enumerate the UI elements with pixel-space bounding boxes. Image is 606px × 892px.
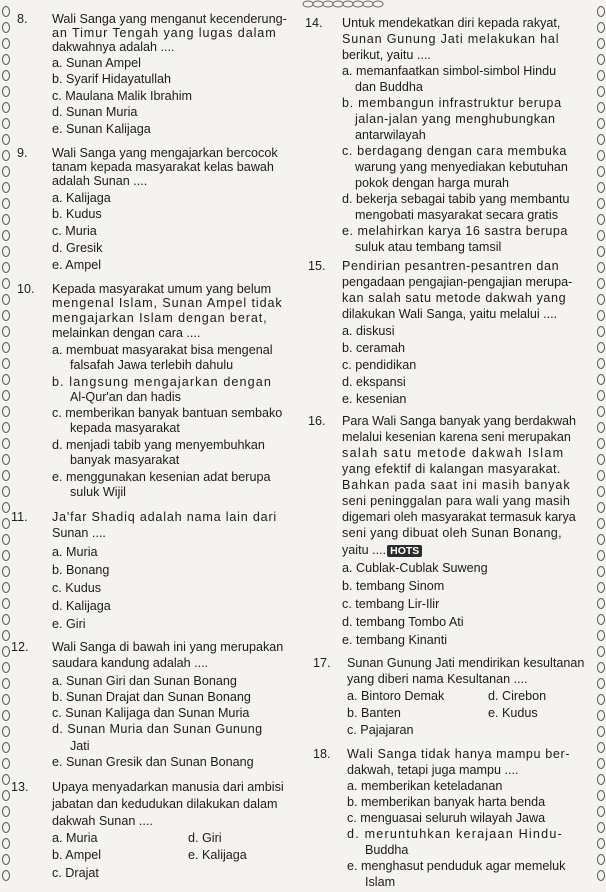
question-stem: dakwah, tetapi juga mampu ....	[347, 763, 519, 777]
binding-ring	[2, 518, 10, 529]
question-stem: jabatan dan kedudukan dilakukan dalam	[52, 797, 278, 811]
answer-option[interactable]: e. Ampel	[52, 258, 102, 272]
answer-option[interactable]: b. memberikan banyak harta benda	[347, 795, 546, 809]
question-stem: pengadaan pengajian-pengajian merupa-	[342, 275, 573, 289]
binding-ring	[597, 134, 605, 145]
question-stem: mengajarkan Islam dengan berat,	[52, 311, 268, 325]
answer-option-continuation: falsafah Jawa terlebih dahulu	[70, 358, 234, 372]
answer-option[interactable]: c. Kudus	[52, 581, 102, 595]
answer-option[interactable]: e. Giri	[52, 617, 86, 631]
binding-ring	[2, 86, 10, 97]
binding-ring	[2, 134, 10, 145]
question-stem: saudara kandung adalah ....	[52, 656, 209, 670]
answer-option[interactable]: d. Gresik	[52, 241, 103, 255]
binding-ring	[597, 70, 605, 81]
answer-option[interactable]: d. Sunan Muria dan Sunan Gunung	[52, 722, 263, 736]
binding-ring	[2, 406, 10, 417]
answer-option[interactable]: d. menjadi tabib yang menyembuhkan	[52, 438, 265, 452]
binding-ring	[2, 710, 10, 721]
binding-ring	[2, 326, 10, 337]
answer-option[interactable]: d. bekerja sebagai tabib yang membantu	[342, 192, 570, 206]
binding-ring	[2, 22, 10, 33]
binding-ring	[597, 502, 605, 513]
binding-ring	[597, 22, 605, 33]
binding-ring	[597, 118, 605, 129]
answer-option[interactable]: e. Sunan Gresik dan Sunan Bonang	[52, 755, 254, 769]
binding-ring	[597, 518, 605, 529]
question-stem: Wali Sanga di bawah ini yang merupakan	[52, 640, 284, 654]
top-chain-decoration	[300, 0, 420, 8]
binding-ring	[597, 758, 605, 769]
answer-option[interactable]: e. Kalijaga	[188, 848, 247, 862]
binding-ring	[2, 630, 10, 641]
binding-ring	[597, 774, 605, 785]
question-stem: melainkan dengan cara ....	[52, 326, 201, 340]
question-stem: Sunan ....	[52, 526, 106, 540]
question-number: 18.	[313, 747, 331, 761]
binding-ring	[2, 854, 10, 865]
binding-ring	[2, 454, 10, 465]
question-stem: seni yang dibuat oleh Sunan Bonang,	[342, 526, 562, 540]
binding-ring	[597, 854, 605, 865]
binding-ring	[597, 262, 605, 273]
question-number: 15.	[308, 259, 326, 273]
binding-ring	[597, 550, 605, 561]
answer-option[interactable]: e. menggunakan kesenian adat berupa	[52, 470, 271, 484]
answer-option[interactable]: a. Sunan Giri dan Sunan Bonang	[52, 674, 237, 688]
question-number: 12.	[11, 640, 29, 654]
binding-ring	[2, 550, 10, 561]
binding-ring	[597, 214, 605, 225]
binding-ring	[597, 342, 605, 353]
answer-option[interactable]: e. menghasut penduduk agar memeluk	[347, 859, 566, 873]
question-number: 13.	[11, 780, 29, 794]
answer-option-continuation: jalan-jalan yang menghubungkan	[355, 112, 556, 126]
binding-ring	[597, 534, 605, 545]
binding-ring	[597, 694, 605, 705]
binding-ring	[2, 230, 10, 241]
hots-badge: HOTS	[387, 545, 422, 557]
binding-ring	[597, 646, 605, 657]
binding-ring	[2, 262, 10, 273]
binding-ring	[2, 774, 10, 785]
answer-option[interactable]: a. Bintoro Demak	[347, 689, 445, 703]
binding-ring	[2, 278, 10, 289]
answer-option[interactable]: d. Sunan Muria	[52, 105, 138, 119]
binding-ring	[2, 566, 10, 577]
binding-ring	[2, 342, 10, 353]
answer-option[interactable]: d. meruntuhkan kerajaan Hindu-	[347, 827, 563, 841]
binding-ring	[2, 150, 10, 161]
answer-option[interactable]: d. Cirebon	[488, 689, 547, 703]
answer-option[interactable]: b. Syarif Hidayatullah	[52, 72, 172, 86]
question-stem: yaitu ....	[342, 543, 387, 557]
answer-option[interactable]: a. Kalijaga	[52, 191, 111, 205]
binding-ring	[2, 358, 10, 369]
answer-option-continuation: banyak masyarakat	[70, 453, 180, 467]
binding-ring	[2, 422, 10, 433]
binding-ring	[597, 806, 605, 817]
binding-ring	[2, 614, 10, 625]
binding-ring	[2, 598, 10, 609]
answer-option[interactable]: d. tembang Tombo Ati	[342, 615, 464, 629]
binding-ring	[2, 870, 10, 881]
question-stem: digemari oleh masyarakat termasuk karya	[342, 510, 576, 524]
binding-ring	[597, 742, 605, 753]
question-stem: berikut, yaitu ....	[342, 48, 431, 62]
binding-ring	[2, 246, 10, 257]
question-number: 11.	[11, 510, 28, 524]
binding-ring	[2, 438, 10, 449]
binding-ring	[597, 630, 605, 641]
question-stem: Pendirian pesantren-pesantren dan	[342, 259, 560, 273]
binding-ring	[2, 822, 10, 833]
question-stem: melalui kesenian karena seni merupakan	[342, 430, 571, 444]
question-stem: an Timur Tengah yang lugas dalam	[52, 26, 277, 40]
question-stem: seni peninggalan para wali yang masih	[342, 494, 571, 508]
binding-ring	[2, 742, 10, 753]
left-binding-rings	[0, 0, 12, 892]
binding-ring	[2, 838, 10, 849]
question-stem: Ja'far Shadiq adalah nama lain dari	[52, 510, 278, 524]
binding-ring	[597, 406, 605, 417]
answer-option[interactable]: b. Bonang	[52, 563, 110, 577]
binding-ring	[597, 246, 605, 257]
binding-ring	[597, 358, 605, 369]
question-stem: yang efektif di kalangan masyarakat.	[342, 462, 561, 476]
binding-ring	[597, 438, 605, 449]
answer-option[interactable]: c. Maulana Malik Ibrahim	[52, 89, 192, 103]
binding-ring	[2, 102, 10, 113]
answer-option[interactable]: c. berdagang dengan cara membuka	[342, 144, 568, 158]
answer-option[interactable]: a. memberikan keteladanan	[347, 779, 503, 793]
binding-ring	[597, 822, 605, 833]
binding-ring	[2, 694, 10, 705]
answer-option[interactable]: c. memberikan banyak bantuan sembako	[52, 406, 283, 420]
binding-ring	[2, 6, 10, 17]
question-stem: Upaya menyadarkan manusia dari ambisi	[52, 780, 284, 794]
binding-ring	[2, 726, 10, 737]
question-stem: salah satu metode dakwah Islam	[342, 446, 565, 460]
answer-option[interactable]: c. tembang Lir-Ilir	[342, 597, 440, 611]
binding-ring	[597, 198, 605, 209]
answer-option-continuation: Islam	[365, 875, 396, 889]
question-stem: yang diberi nama Kesultanan ....	[347, 672, 528, 686]
binding-ring	[597, 150, 605, 161]
question-number: 9.	[17, 146, 28, 160]
question-stem: adalah Sunan ....	[52, 174, 148, 188]
answer-option-continuation: pokok dengan harga murah	[355, 176, 510, 190]
question-stem: Wali Sanga tidak hanya mampu ber-	[347, 747, 571, 761]
binding-ring	[2, 390, 10, 401]
question-number: 8.	[17, 12, 28, 26]
binding-ring	[597, 310, 605, 321]
binding-ring	[597, 326, 605, 337]
binding-ring	[2, 54, 10, 65]
binding-ring	[597, 486, 605, 497]
binding-ring	[597, 838, 605, 849]
question-stem: kan salah satu metode dakwah yang	[342, 291, 567, 305]
answer-option[interactable]: b. tembang Sinom	[342, 579, 445, 593]
binding-ring	[597, 598, 605, 609]
answer-option[interactable]: a. membuat masyarakat bisa mengenal	[52, 343, 273, 357]
binding-ring	[597, 454, 605, 465]
answer-option-continuation: mengobati masyarakat secara gratis	[355, 208, 558, 222]
answer-option-continuation: Buddha	[365, 843, 409, 857]
answer-option-continuation: antarwilayah	[355, 128, 426, 142]
answer-option-continuation: dan Buddha	[355, 80, 423, 94]
binding-ring	[597, 102, 605, 113]
binding-ring	[2, 486, 10, 497]
binding-ring	[2, 198, 10, 209]
question-number: 10.	[17, 282, 35, 296]
binding-ring	[597, 662, 605, 673]
question-stem: dilakukan Wali Sanga, yaitu melalui ....	[342, 307, 558, 321]
binding-ring	[2, 790, 10, 801]
question-stem: mengenal Islam, Sunan Ampel tidak	[52, 296, 283, 310]
question-stem: tanam kepada masyarakat kelas bawah	[52, 160, 274, 174]
question-stem-with-badge	[342, 543, 422, 557]
binding-ring	[2, 470, 10, 481]
question-stem: Untuk mendekatkan diri kepada rakyat,	[342, 16, 561, 30]
answer-option[interactable]: c. menguasai seluruh wilayah Jawa	[347, 811, 546, 825]
answer-option[interactable]: e. Kudus	[488, 706, 538, 720]
answer-option[interactable]: a. Muria	[52, 545, 98, 559]
binding-ring	[597, 582, 605, 593]
question-stem: Wali Sanga yang mengajarkan bercocok	[52, 146, 278, 160]
answer-option-continuation: suluk Wijil	[70, 485, 126, 499]
binding-ring	[2, 678, 10, 689]
answer-option-continuation: Jati	[70, 739, 90, 753]
binding-ring	[597, 710, 605, 721]
binding-ring	[597, 166, 605, 177]
answer-option-continuation: suluk atau tembang tamsil	[355, 240, 502, 254]
binding-ring	[597, 566, 605, 577]
answer-option[interactable]: b. Kudus	[52, 207, 102, 221]
question-stem: dakwahnya adalah ....	[52, 40, 175, 54]
binding-ring	[2, 118, 10, 129]
binding-ring	[597, 182, 605, 193]
answer-option[interactable]: e. tembang Kinanti	[342, 633, 448, 647]
binding-ring	[597, 374, 605, 385]
binding-ring	[597, 54, 605, 65]
binding-ring	[2, 758, 10, 769]
question-stem: Sunan Gunung Jati melakukan hal	[342, 32, 560, 46]
binding-ring	[597, 294, 605, 305]
binding-ring	[597, 790, 605, 801]
binding-ring	[2, 374, 10, 385]
right-binding-rings	[593, 0, 606, 892]
question-number: 14.	[305, 16, 323, 30]
binding-ring	[2, 294, 10, 305]
question-stem: Wali Sanga yang menganut kecenderung-	[52, 12, 287, 26]
answer-option[interactable]: b. membangun infrastruktur berupa	[342, 96, 562, 110]
question-number: 17.	[313, 656, 331, 670]
question-stem: Kepada masyarakat umum yang belum	[52, 282, 272, 296]
binding-ring	[597, 614, 605, 625]
answer-option[interactable]: b. Sunan Drajat dan Sunan Bonang	[52, 690, 251, 704]
answer-option-continuation: Al-Qur'an dan hadis	[70, 390, 181, 404]
answer-option-continuation: warung yang menyediakan kebutuhan	[355, 160, 568, 174]
answer-option[interactable]: e. kesenian	[342, 392, 407, 406]
binding-ring	[2, 582, 10, 593]
question-stem: Bahkan pada saat ini masih banyak	[342, 478, 571, 492]
answer-option[interactable]: b. langsung mengajarkan dengan	[52, 375, 272, 389]
answer-option-continuation: kepada masyarakat	[70, 421, 180, 435]
binding-ring	[2, 534, 10, 545]
answer-option[interactable]: b. Banten	[347, 706, 401, 720]
binding-ring	[597, 86, 605, 97]
answer-option[interactable]: c. Muria	[52, 224, 97, 238]
answer-option[interactable]: a. Muria	[52, 831, 98, 845]
binding-ring	[597, 230, 605, 241]
binding-ring	[2, 806, 10, 817]
binding-ring	[2, 646, 10, 657]
binding-ring	[597, 422, 605, 433]
binding-ring	[2, 502, 10, 513]
binding-ring	[597, 390, 605, 401]
answer-option[interactable]: d. Giri	[188, 831, 222, 845]
binding-ring	[2, 70, 10, 81]
binding-ring	[2, 182, 10, 193]
binding-ring	[597, 470, 605, 481]
binding-ring	[2, 38, 10, 49]
binding-ring	[2, 310, 10, 321]
answer-option[interactable]: d. ekspansi	[342, 375, 406, 389]
answer-option[interactable]: c. pendidikan	[342, 358, 417, 372]
answer-option[interactable]: a. diskusi	[342, 324, 395, 338]
binding-ring	[2, 662, 10, 673]
binding-ring	[2, 166, 10, 177]
answer-option[interactable]: c. Sunan Kalijaga dan Sunan Muria	[52, 706, 250, 720]
binding-ring	[597, 726, 605, 737]
answer-option[interactable]: a. memanfaatkan simbol-simbol Hindu	[342, 64, 557, 78]
question-stem: dakwah Sunan ....	[52, 814, 153, 828]
binding-ring	[597, 870, 605, 881]
binding-ring	[597, 678, 605, 689]
answer-option[interactable]: c. Pajajaran	[347, 723, 414, 737]
question-stem: Sunan Gunung Jati mendirikan kesultanan	[347, 656, 585, 670]
binding-ring	[597, 6, 605, 17]
answer-option[interactable]: b. ceramah	[342, 341, 405, 355]
question-number: 16.	[308, 414, 326, 428]
answer-option[interactable]: e. melahirkan karya 16 sastra berupa	[342, 224, 568, 238]
answer-option[interactable]: c. Drajat	[52, 866, 99, 880]
binding-ring	[597, 38, 605, 49]
answer-option[interactable]: e. Sunan Kalijaga	[52, 122, 151, 136]
answer-option[interactable]: a. Cublak-Cublak Suweng	[342, 561, 488, 575]
answer-option[interactable]: b. Ampel	[52, 848, 102, 862]
answer-option[interactable]: d. Kalijaga	[52, 599, 111, 613]
question-stem: Para Wali Sanga banyak yang berdakwah	[342, 414, 577, 428]
binding-ring	[597, 278, 605, 289]
answer-option[interactable]: a. Sunan Ampel	[52, 56, 141, 70]
binding-ring	[2, 214, 10, 225]
